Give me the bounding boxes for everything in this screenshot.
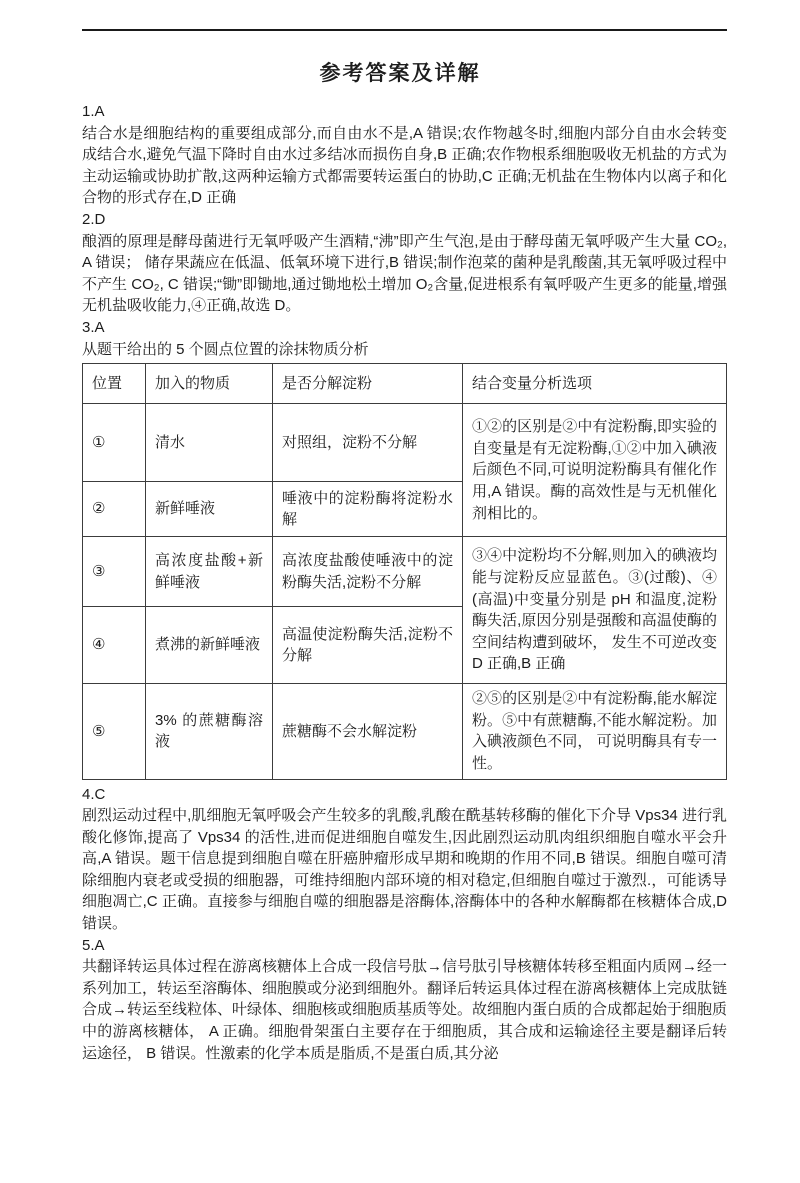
answer-label-1: 1.A bbox=[82, 103, 105, 120]
cell-result: 高温使淀粉酶失活,淀粉不分解 bbox=[273, 607, 463, 684]
answer-text-5: 共翻译转运具体过程在游离核糖体上合成一段信号肽→信号肽引导核糖体转移至粗面内质网→经一系列加工，转运至溶酶体、细胞膜或分泌到细胞外。翻译后转运具体过程在游离核糖体上完成肽链合成→转运至线粒体、叶绿体、细胞核或细胞质基质等处。故细胞内蛋白质的合成都起始于细胞质中的游离核糖体， A 正确。细胞骨架蛋白主要存在于细胞质，其合成和运输途径主要是翻译后转运途径， B 错误。性激素的化学本质是脂质,不是蛋白质,其分泌 bbox=[82, 958, 728, 1062]
cell-analysis-group-3-4: ③④中淀粉均不分解,则加入的碘液均能与淀粉反应显蓝色。③(过酸)、④(高温)中变量分别是 pH 和温度,淀粉酶失活,原因分别是强酸和高温使酶的空间结构遭到破坏， 发生不可逆改变 D 正确,B 正确 bbox=[463, 537, 727, 684]
cell-result: 高浓度盐酸使唾液中的淀粉酶失活,淀粉不分解 bbox=[273, 537, 463, 607]
answer-text-1: 结合水是细胞结构的重要组成部分,而自由水不是,A 错误;农作物越冬时,细胞内部分自由水会转变成结合水,避免气温下降时自由水过多结冰而损伤自身,B 正确;农作物根系细胞吸收无机盐的方式为主动运输或协助扩散,这两种运输方式都需要转运蛋白的协助,C 正确;无机盐在生物体内以离子和化合物的形式存在,D 正确 bbox=[82, 124, 727, 207]
header-analysis: 结合变量分析选项 bbox=[463, 364, 727, 404]
cell-result: 对照组，淀粉不分解 bbox=[273, 404, 463, 482]
answer-label-4: 4.C bbox=[82, 785, 106, 803]
document-body bbox=[82, 101, 727, 1064]
answer-label-5: 5.A bbox=[82, 936, 105, 954]
answer-intro-3: 从题干给出的 5 个圆点位置的涂抹物质分析 bbox=[82, 340, 369, 358]
starch-analysis-table bbox=[82, 363, 727, 779]
cell-analysis-group-1-2: ①②的区别是②中有淀粉酶,即实验的自变量是有无淀粉酶,①②中加入碘液后颜色不同,可说明淀粉酶具有催化作用,A 错误。酶的高效性是与无机催化剂相比的。 bbox=[463, 404, 727, 537]
answer-label-3: 3.A bbox=[82, 318, 105, 336]
table-row bbox=[83, 404, 727, 482]
answer-text-4: 剧烈运动过程中,肌细胞无氧呼吸会产生较多的乳酸,乳酸在酰基转移酶的催化下介导 Vps34 进行乳酸化修饰,提高了 Vps34 的活性,进而促进细胞自噬发生,因此剧烈运动肌肉组织细胞自噬水平会升高,A 错误。题干信息提到细胞自噬在肝癌肿瘤形成早期和晚期的作用不同,B 错误。细胞自噬可清除细胞内衰老或受损的细胞器，可维持细胞内部环境的相对稳定,但细胞自噬过于激烈.，可能诱导细胞凋亡,C 正确。直接参与细胞自噬的细胞器是溶酶体,溶酶体中的各种水解酶都在核糖体合成,D 错误。 bbox=[82, 807, 727, 933]
header-substance: 加入的物质 bbox=[146, 364, 273, 404]
header-result: 是否分解淀粉 bbox=[273, 364, 463, 404]
cell-substance: 清水 bbox=[146, 404, 273, 482]
cell-position: ⑤ bbox=[83, 684, 146, 779]
cell-result: 蔗糖酶不会水解淀粉 bbox=[273, 684, 463, 779]
table-row bbox=[83, 684, 727, 779]
cell-position: ③ bbox=[83, 537, 146, 607]
cell-result: 唾液中的淀粉酶将淀粉水解 bbox=[273, 482, 463, 537]
cell-position: ① bbox=[83, 404, 146, 482]
table-header-row bbox=[83, 364, 727, 404]
top-divider-rule bbox=[82, 29, 727, 31]
header-position: 位置 bbox=[83, 364, 146, 404]
cell-position: ② bbox=[83, 482, 146, 537]
answer-label-2: 2.D bbox=[82, 210, 106, 228]
table-row bbox=[83, 537, 727, 607]
cell-substance: 3% 的蔗糖酶溶液 bbox=[146, 684, 273, 779]
cell-position: ④ bbox=[83, 607, 146, 684]
cell-substance: 新鲜唾液 bbox=[146, 482, 273, 537]
cell-analysis-group-5: ②⑤的区别是②中有淀粉酶,能水解淀粉。⑤中有蔗糖酶,不能水解淀粉。加入碘液颜色不同， 可说明酶具有专一性。 bbox=[463, 684, 727, 779]
cell-substance: 煮沸的新鲜唾液 bbox=[146, 607, 273, 684]
answer-text-2: 酿酒的原理是酵母菌进行无氧呼吸产生酒精,“沸”即产生气泡,是由于酵母菌无氧呼吸产生大量 CO₂, A 错误； 储存果蔬应在低温、低氧环境下进行,B 错误;制作泡菜的菌种是乳酸菌,其无氧呼吸过程中不产生 CO₂, C 错误;“锄”即锄地,通过锄地松土增加 O₂含量,促进根系有氧呼吸产生更多的能量,增强无机盐吸收能力,④正确,故选 D。 bbox=[82, 232, 727, 315]
page-title: 参考答案及详解 bbox=[319, 62, 481, 85]
cell-substance: 高浓度盐酸+新鲜唾液 bbox=[146, 537, 273, 607]
